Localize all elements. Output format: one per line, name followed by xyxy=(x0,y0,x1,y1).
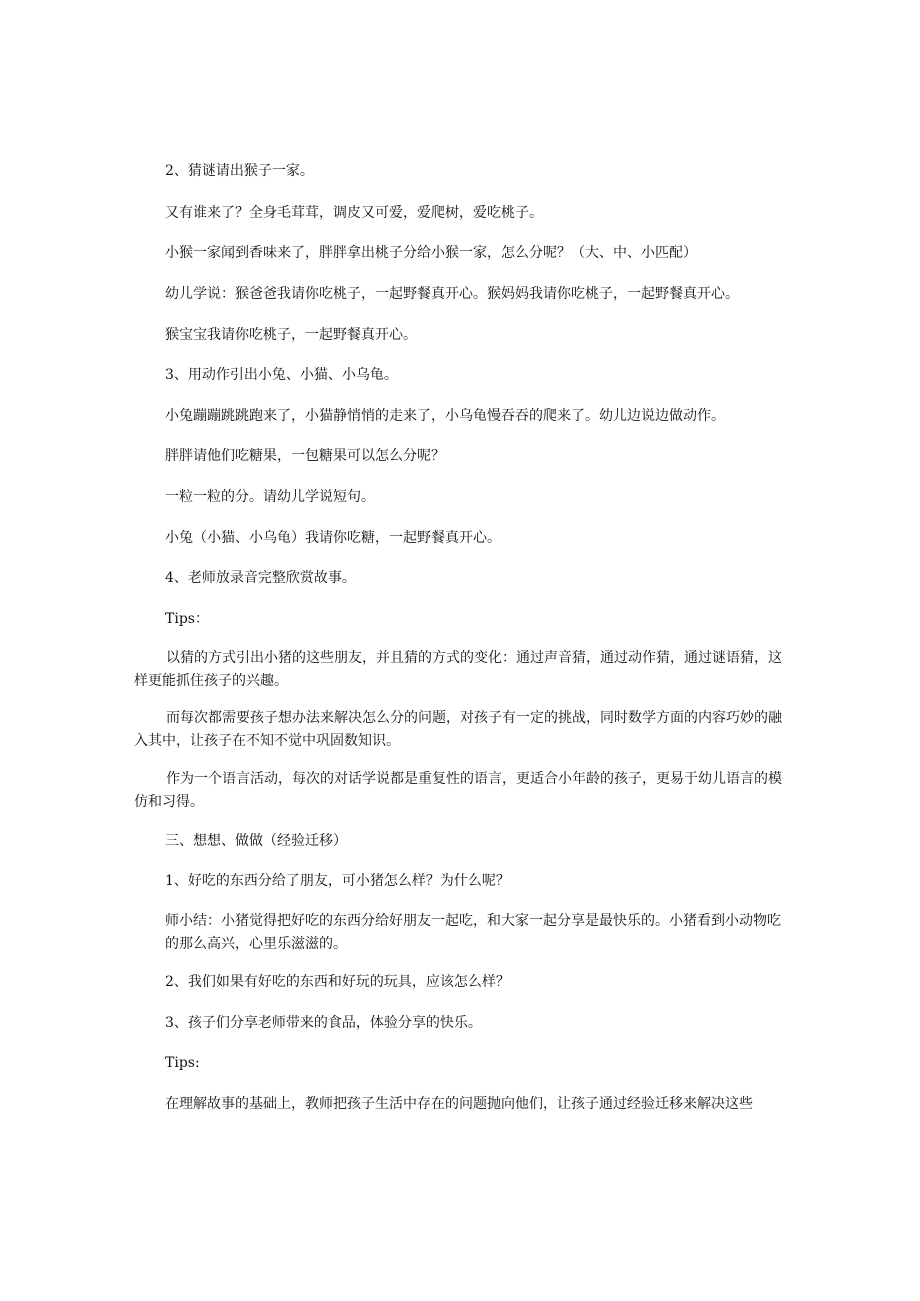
final-paragraph: 在理解故事的基础上，教师把孩子生活中存在的问题抛向他们，让孩子通过经验迁移来解决这些 xyxy=(165,1096,753,1112)
baby-monkey-paragraph: 猴宝宝我请你吃桃子，一起野餐真开心。 xyxy=(165,327,417,343)
teacher-summary-paragraph: 师小结：小猪觉得把好吃的东西分给好朋友一起吃，和大家一起分享是最快乐的。小猪看到小动物吃的那么高兴，心里乐滋滋的。 xyxy=(165,913,781,952)
tips-label-2: Tips: xyxy=(165,1055,200,1071)
candy-question-paragraph: 胖胖请他们吃糖果，一包糖果可以怎么分呢？ xyxy=(165,448,445,464)
tips-label-1: Tips： xyxy=(165,611,209,627)
children-say-paragraph: 幼儿学说：猴爸爸我请你吃桃子，一起野餐真开心。猴妈妈我请你吃桃子，一起野餐真开心。 xyxy=(165,286,739,302)
share-food-paragraph: 3、孩子们分享老师带来的食品，体验分享的快乐。 xyxy=(165,1015,482,1031)
step-4-heading: 4、老师放录音完整欣赏故事。 xyxy=(165,570,356,586)
question-1-paragraph: 1、好吃的东西分给了朋友，可小猪怎么样？为什么呢？ xyxy=(165,873,510,889)
monkey-family-paragraph: 小猴一家闻到香味来了，胖胖拿出桃子分给小猴一家，怎么分呢？（大、中、小匹配） xyxy=(165,245,697,261)
step-3-heading: 3、用动作引出小兔、小猫、小乌龟。 xyxy=(165,367,398,383)
tips-paragraph-1: 以猜的方式引出小猪的这些朋友，并且猜的方式的变化：通过声音猜，通过动作猜，通过谜语猜，这样更能抓住孩子的兴趣。 xyxy=(134,650,782,689)
one-by-one-paragraph: 一粒一粒的分。请幼儿学说短句。 xyxy=(165,489,375,505)
step-2-heading: 2、猜谜请出猴子一家。 xyxy=(165,163,314,179)
riddle-text: 又有谁来了？全身毛茸茸，调皮又可爱，爱爬树，爱吃桃子。 xyxy=(165,205,543,221)
animals-action-paragraph: 小兔蹦蹦跳跳跑来了，小猫静悄悄的走来了，小乌龟慢吞吞的爬来了。幼儿边说边做动作。 xyxy=(165,408,725,424)
question-2-paragraph: 2、我们如果有好吃的东西和好玩的玩具，应该怎么样？ xyxy=(165,974,510,990)
tips-paragraph-3: 作为一个语言活动，每次的对话学说都是重复性的语言，更适合小年龄的孩子，更易于幼儿语言的模仿和习得。 xyxy=(134,771,782,810)
section-3-heading: 三、想想、做做（经验迁移） xyxy=(165,833,347,849)
tips-paragraph-2: 而每次都需要孩子想办法来解决怎么分的问题，对孩子有一定的挑战，同时数学方面的内容巧妙的融入其中，让孩子在不知不觉中巩固数知识。 xyxy=(134,710,782,749)
rabbit-candy-paragraph: 小兔（小猫、小乌龟）我请你吃糖，一起野餐真开心。 xyxy=(165,530,501,546)
